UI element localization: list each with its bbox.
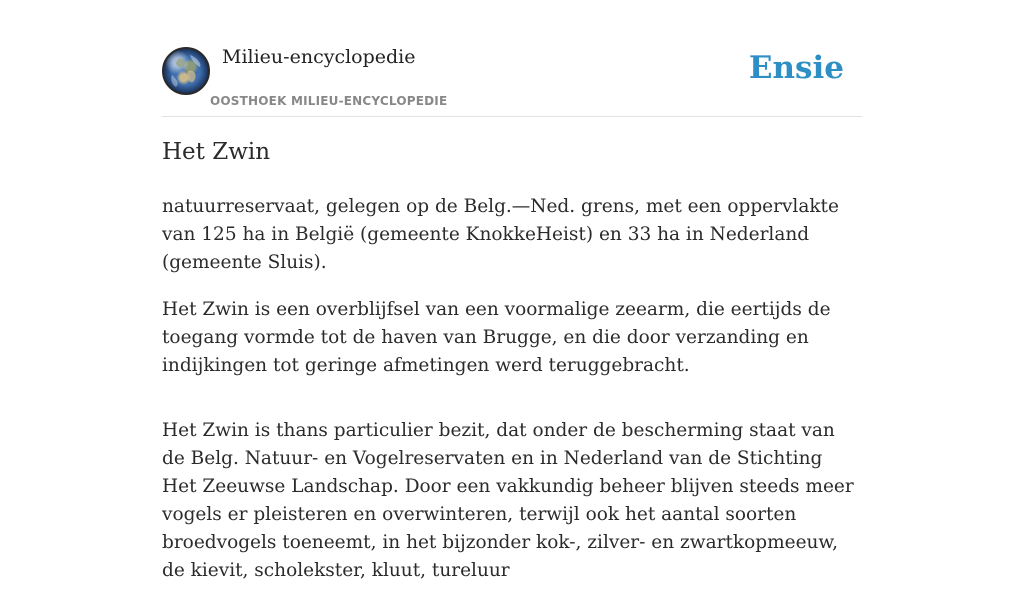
article-paragraph: Het Zwin is thans particulier bezit, dat onder de bescherming staat van de Belg. Natuur- en Vogelreservaten en in Nederland van de Stichting Het Zeeuwse Landschap. Door een vakkundig beheer blijven steeds meer vogels er pleisteren en overwinteren, terwijl ook het aantal soorten broedvogels toeneemt, in het bijzonder kok-, zilver- en zwartkopmeeuw, de kievit, scholekster, kluut, tureluur (162, 420, 854, 581)
globe-icon[interactable] (162, 47, 210, 95)
site-subtitle[interactable]: OOSTHOEK MILIEU-ENCYCLOPEDIE (210, 94, 448, 108)
article-title: Het Zwin (162, 139, 271, 165)
article-body (162, 193, 862, 604)
site-header (162, 0, 862, 117)
brand-logo-link[interactable]: Ensie (748, 50, 844, 86)
site-title[interactable]: Milieu-encyclopedie (222, 46, 416, 68)
article-paragraph: natuurreservaat, gelegen op de Belg.—Ned. grens, met een oppervlakte van 125 ha in België (gemeente KnokkeHeist) en 33 ha in Nederland (gemeente Sluis). (162, 196, 839, 273)
article-paragraph: Het Zwin is een overblijfsel van een voormalige zeearm, die eertijds de toegang vormde tot de haven van Brugge, en die door verzanding en indijkingen tot geringe afmetingen werd teruggebracht. (162, 299, 831, 376)
